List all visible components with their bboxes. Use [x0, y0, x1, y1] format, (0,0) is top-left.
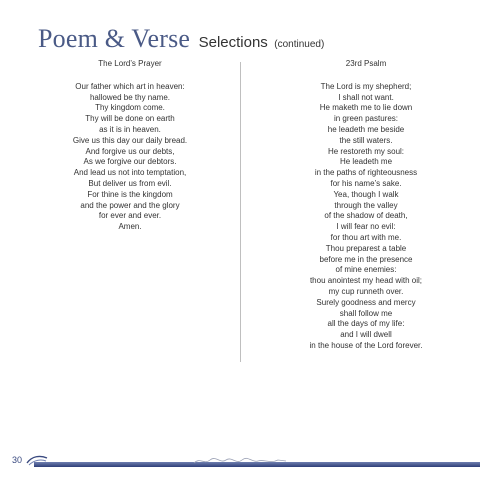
swoosh-icon	[26, 454, 48, 466]
prayer-line: and the power and the glory	[80, 200, 180, 210]
column-divider	[240, 62, 241, 362]
psalm-line: through the valley	[334, 200, 398, 210]
prayer-line: Give us this day our daily bread.	[72, 135, 188, 145]
psalm-line: he leadeth me beside	[327, 124, 405, 134]
psalm-line: the still waters.	[339, 135, 393, 145]
prayer-line: for ever and ever.	[98, 211, 162, 221]
page-header	[38, 24, 324, 54]
lords-prayer-heading: The Lord’s Prayer	[98, 59, 162, 68]
psalm-line: of the shadow of death,	[324, 211, 408, 221]
prayer-line: Thy will be done on earth	[85, 114, 175, 124]
psalm-line: before me in the presence	[319, 254, 413, 264]
psalm-line: all the days of my life:	[327, 319, 405, 329]
psalm-line: of mine enemies:	[335, 265, 397, 275]
psalm-line: Surely goodness and mercy	[316, 297, 416, 307]
psalm-line: for thou art with me.	[330, 232, 402, 242]
psalm-line: thou anointest my head with oil;	[309, 276, 423, 286]
psalm-line: Thou preparest a table	[325, 243, 407, 253]
psalm-text	[286, 82, 446, 352]
psalm-line: He restoreth my soul:	[327, 146, 405, 156]
prayer-line: And lead us not into temptation,	[73, 168, 187, 178]
psalm-line: I will fear no evil:	[336, 222, 396, 232]
psalm-line: in the paths of righteousness	[314, 168, 418, 178]
prayer-line: as it is in heaven.	[99, 124, 161, 134]
page-title-note: (continued)	[274, 39, 325, 50]
psalm-line: He leadeth me	[339, 157, 393, 167]
psalm-line: and I will dwell	[340, 330, 392, 340]
psalm-line: my cup runneth over.	[328, 286, 404, 296]
psalm-heading: 23rd Psalm	[345, 59, 387, 68]
page-footer	[0, 449, 480, 471]
page-title: Poem & Verse	[38, 24, 191, 53]
psalm-line: I shall not want.	[338, 92, 394, 102]
psalm-column	[286, 59, 446, 352]
page-subtitle: Selections	[198, 34, 268, 51]
psalm-line: in the house of the Lord forever.	[309, 340, 423, 350]
prayer-line: And forgive us our debts,	[85, 146, 175, 156]
prayer-line: Our father which art in heaven:	[75, 81, 185, 91]
psalm-line: Yea, though I walk	[333, 189, 399, 199]
prayer-line: Thy kingdom come.	[95, 103, 165, 113]
prayer-line: For thine is the kingdom	[87, 189, 173, 199]
psalm-line: The Lord is my shepherd;	[320, 81, 412, 91]
prayer-line: Amen.	[118, 222, 142, 232]
psalm-line: for his name’s sake.	[330, 178, 402, 188]
lords-prayer-column	[60, 59, 200, 233]
prayer-line: But deliver us from evil.	[88, 178, 172, 188]
psalm-line: shall follow me	[339, 308, 393, 318]
psalm-line: He maketh me to lie down	[319, 103, 413, 113]
prayer-line: As we forgive our debtors.	[83, 157, 177, 167]
lords-prayer-text	[60, 82, 200, 233]
prayer-line: hallowed be thy name.	[89, 92, 171, 102]
page-number: 30	[12, 455, 23, 465]
psalm-line: in green pastures:	[333, 114, 399, 124]
signature-mark-icon	[190, 455, 290, 467]
